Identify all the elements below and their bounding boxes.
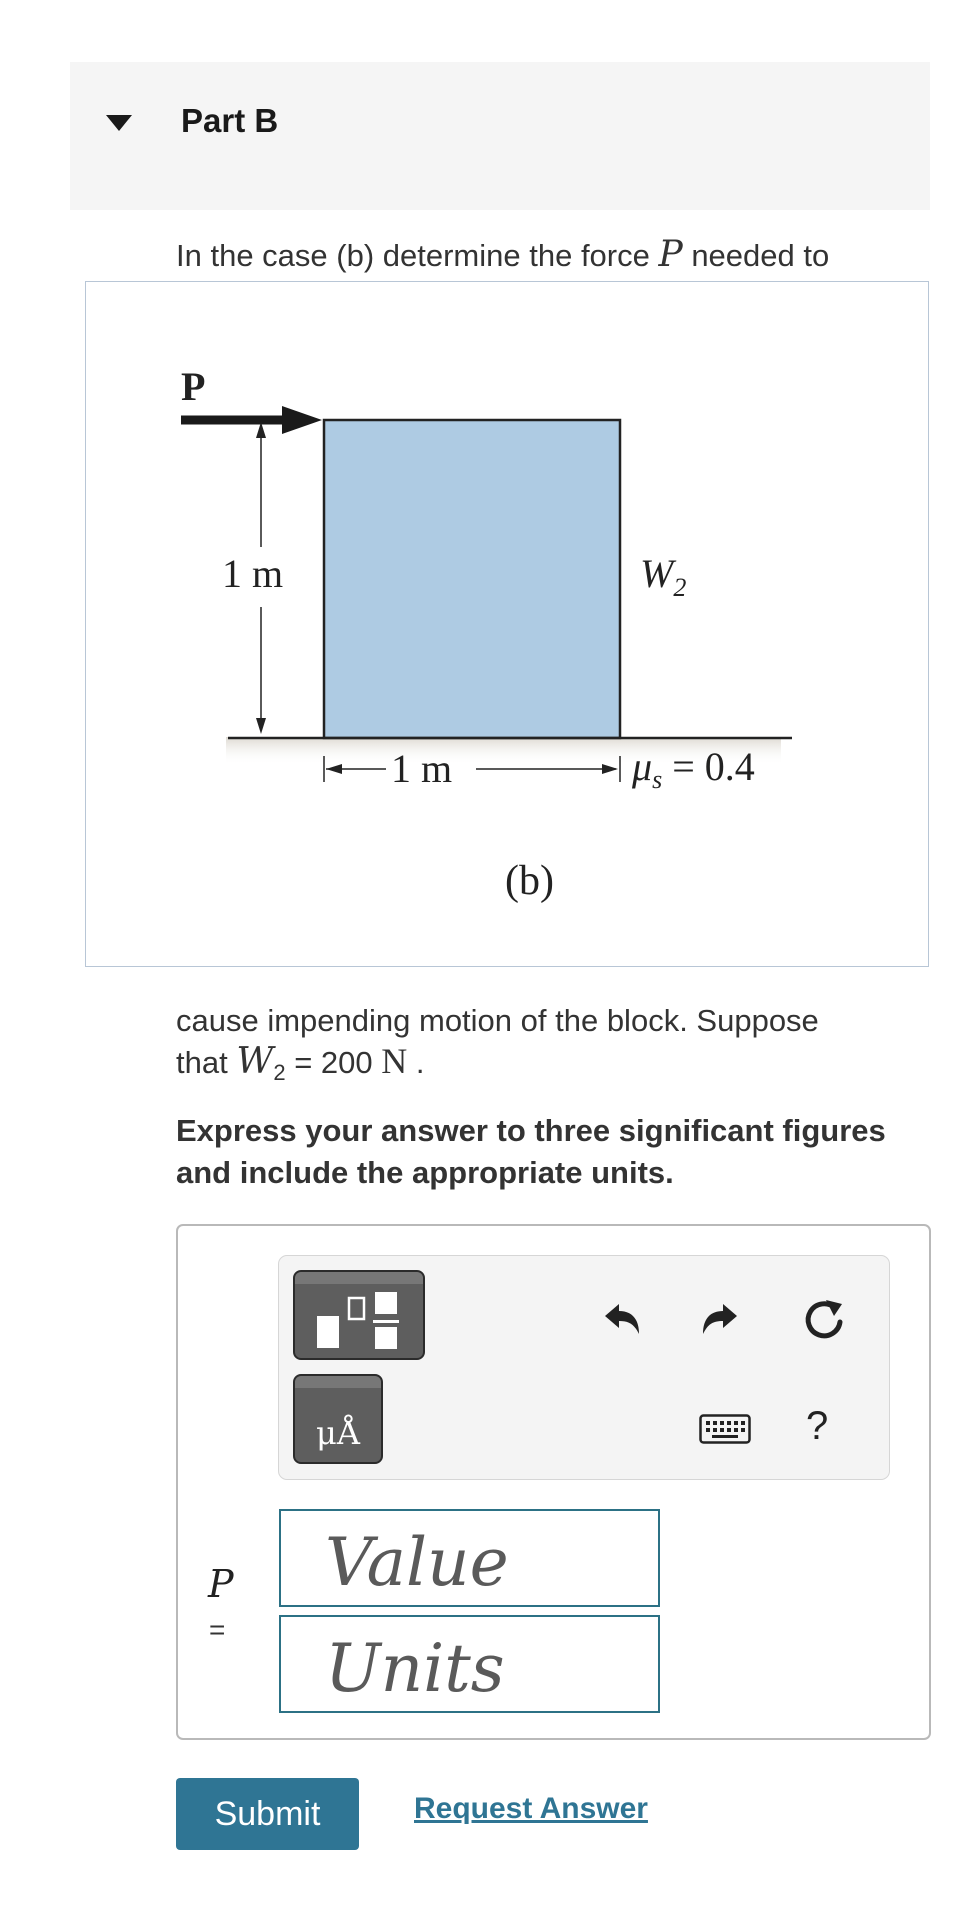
given-variable: W — [236, 1041, 274, 1082]
friction-label: $\mu_s = 0.4$ — [632, 744, 755, 794]
problem-intro — [176, 234, 829, 275]
problem-body — [176, 1000, 936, 1093]
problem-figure — [85, 281, 929, 967]
answer-equals: = — [209, 1614, 226, 1645]
reset-icon[interactable] — [799, 1296, 849, 1346]
value-input[interactable] — [279, 1509, 660, 1607]
given-prefix: that — [176, 1045, 237, 1080]
redo-icon[interactable] — [697, 1296, 745, 1344]
part-title: Part B — [181, 102, 279, 139]
height-label: 1 m — [222, 551, 284, 596]
force-label: P — [181, 364, 206, 409]
intro-variable: P — [658, 234, 683, 275]
given-subscript: 2 — [273, 1060, 286, 1086]
intro-text-end: needed to — [682, 238, 830, 273]
answer-box — [176, 1224, 931, 1740]
math-toolbar — [278, 1255, 890, 1480]
given-end: . — [407, 1045, 425, 1080]
help-icon[interactable]: ? — [806, 1404, 829, 1448]
templates-button[interactable] — [293, 1270, 425, 1360]
units-input[interactable] — [279, 1615, 660, 1713]
answer-instruction: Express your answer to three significant figures and include the appropriate units. — [176, 1113, 886, 1190]
width-arrow-right — [602, 764, 618, 774]
width-label: 1 m — [391, 746, 453, 791]
problem-continuation: cause impending motion of the block. Suppose — [176, 1003, 819, 1038]
width-arrow-left — [326, 764, 342, 774]
weight-label: $W_2$ — [640, 551, 687, 602]
part-header[interactable] — [70, 62, 930, 210]
keyboard-icon[interactable] — [699, 1414, 751, 1444]
submit-button[interactable]: Submit — [176, 1778, 359, 1850]
request-answer-link[interactable]: Request Answer — [414, 1792, 648, 1825]
case-label: (b) — [505, 858, 554, 904]
block-diagram — [86, 282, 930, 968]
given-unit: N — [381, 1041, 408, 1081]
intro-text-start: In the case (b) determine the force — [176, 238, 659, 273]
collapse-caret-icon[interactable] — [106, 115, 132, 131]
undo-icon[interactable] — [597, 1296, 645, 1344]
given-values — [176, 1041, 936, 1093]
templates-icon — [295, 1272, 423, 1358]
units-button[interactable] — [293, 1374, 383, 1464]
block — [324, 420, 620, 738]
height-arrow-bottom — [256, 718, 266, 734]
units-icon: μÅ — [316, 1414, 360, 1452]
force-arrow-head — [282, 406, 322, 434]
answer-variable: P — [208, 1562, 234, 1606]
given-value: = 200 — [285, 1045, 382, 1080]
